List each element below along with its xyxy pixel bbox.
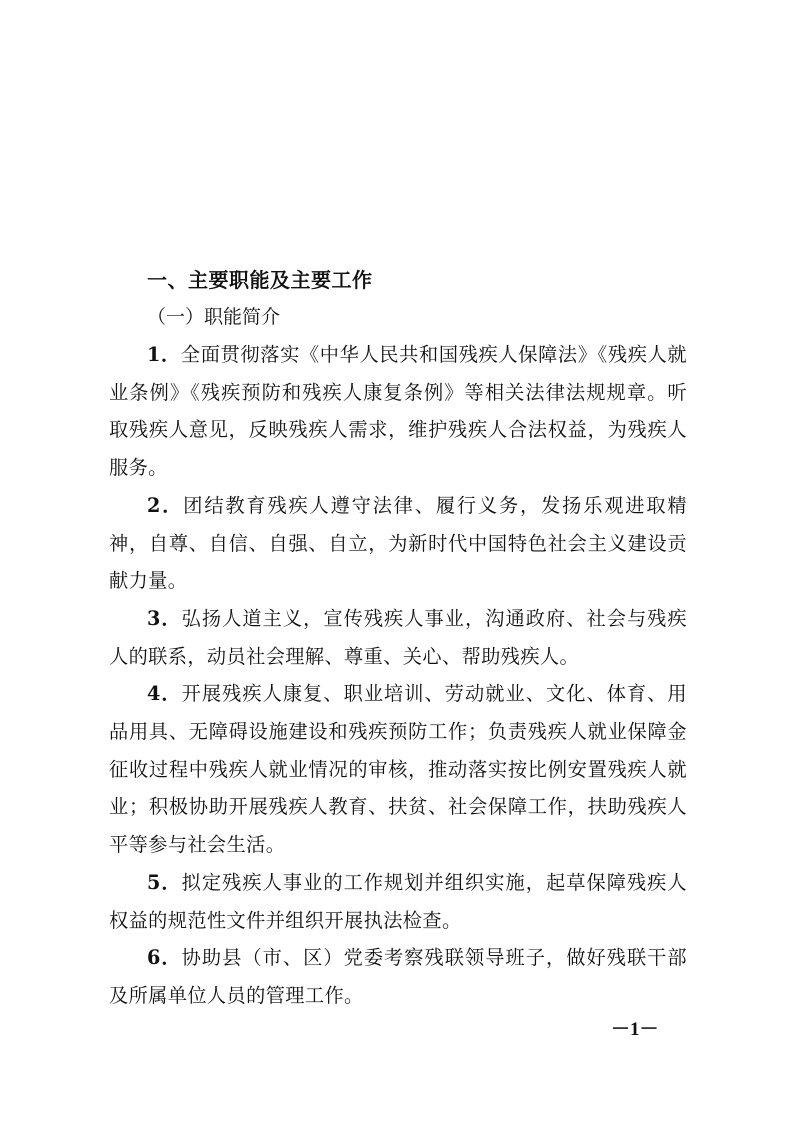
document-body: [109, 262, 687, 1015]
item-text: 开展残疾人康复、职业培训、劳动就业、文化、体育、用品用具、无障碍设施建设和残疾预防工作；负责残疾人就业保障金征收过程中残疾人就业情况的审核，推动落实按比例安置残疾人就业；积极协助开展残疾人教育、扶贫、社会保障工作，扶助残疾人平等参与社会生活。: [109, 682, 688, 857]
item-number: 4．: [147, 682, 182, 706]
item-text: 协助县（市、区）党委考察残联领导班子，做好残联干部及所属单位人员的管理工作。: [109, 946, 688, 1007]
section-heading: 一、主要职能及主要工作: [147, 268, 373, 292]
paragraph-item-6: [109, 939, 687, 1014]
paragraph-item-4: [109, 675, 687, 864]
item-number: 3．: [147, 606, 182, 630]
item-number: 5．: [147, 870, 182, 894]
item-text: 团结教育残疾人遵守法律、履行义务，发扬乐观进取精神，自尊、自信、自强、自立，为新时代中国特色社会主义建设贡献力量。: [109, 493, 687, 593]
item-text: 拟定残疾人事业的工作规划并组织实施，起草保障残疾人权益的规范性文件并组织开展执法检查。: [109, 870, 688, 932]
page-number: －1－: [611, 1019, 659, 1040]
subsection-heading: （一）职能简介: [147, 306, 281, 328]
item-number: 6．: [147, 946, 182, 970]
paragraph-item-5: [109, 864, 687, 939]
paragraph-item-2: [109, 487, 687, 600]
item-number: 1．: [147, 343, 181, 366]
paragraph-item-3: [109, 600, 687, 675]
item-text: 弘扬人道主义，宣传残疾人事业，沟通政府、社会与残疾人的联系，动员社会理解、尊重、关心、帮助残疾人。: [109, 606, 688, 668]
item-number: 2．: [147, 493, 184, 517]
item-text: 全面贯彻落实《中华人民共和国残疾人保障法》《残疾人就业条例》《残疾预防和残疾人康复条例》等相关法律法规规章。听取残疾人意见，反映残疾人需求，维护残疾人合法权益，为残疾人服务。: [109, 343, 687, 480]
paragraph-item-1: [109, 336, 687, 487]
